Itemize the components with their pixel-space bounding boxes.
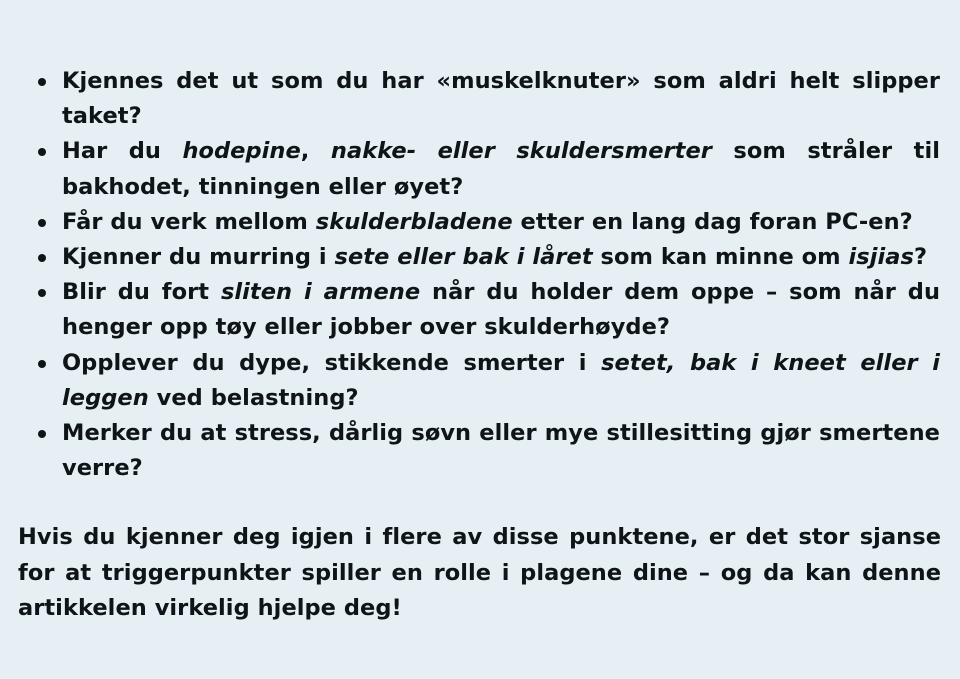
- bullet-item: [62, 275, 940, 345]
- bullet-text: når du holder dem oppe – som når du henger opp tøy eller jobber over skulderhøyde?: [62, 279, 941, 341]
- bullet-text: som stråler til bakhodet, tinningen eller øyet?: [62, 138, 940, 200]
- bullet-emphasis: nakke- eller skuldersmerter: [330, 138, 712, 165]
- bullet-item: [62, 205, 940, 240]
- bullet-dot-icon: [38, 289, 46, 297]
- bullet-text: Merker du at stress, dårlig søvn eller mye stillesitting gjør smertene verre?: [62, 420, 940, 482]
- bullet-text: som kan minne om: [592, 244, 849, 271]
- bullet-text: Blir du fort: [62, 279, 221, 306]
- bullet-item: [62, 240, 940, 275]
- closing-paragraph: Hvis du kjenner deg igjen i flere av disse punktene, er det stor sjanse for at triggerpunkter spiller en rolle i plagene dine – og da kan denne artikkelen virkelig hjelpe deg!: [18, 524, 941, 621]
- symptom-bullet-list: [0, 64, 960, 486]
- bullet-dot-icon: [38, 430, 46, 438]
- bullet-text: Har du: [62, 138, 183, 165]
- bullet-emphasis: hodepine: [182, 138, 301, 165]
- bullet-text: Opplever du dype, stikkende smerter i: [62, 349, 602, 376]
- bullet-text: Får du verk mellom: [62, 208, 316, 235]
- bullet-text: Kjenner du murring i: [62, 244, 335, 271]
- bullet-text: ?: [913, 244, 928, 271]
- bullet-text: ved belastning?: [148, 384, 359, 411]
- bullet-emphasis: sete eller bak i låret: [334, 244, 593, 271]
- bullet-dot-icon: [38, 148, 46, 156]
- bullet-text: Kjennes det ut som du har «muskelknuter» som aldri helt slipper taket?: [62, 68, 940, 130]
- bullet-text: ,: [300, 138, 331, 165]
- bullet-emphasis: skulderbladene: [315, 208, 513, 235]
- bullet-item: [62, 416, 940, 486]
- bullet-item: [62, 134, 940, 204]
- bullet-dot-icon: [38, 219, 46, 227]
- bullet-emphasis: setet, bak i kneet eller i leggen: [62, 349, 941, 411]
- bullet-emphasis: isjias: [848, 244, 914, 271]
- bullet-text: etter en lang dag foran PC-en?: [512, 208, 913, 235]
- bullet-dot-icon: [38, 360, 46, 368]
- bullet-dot-icon: [38, 254, 46, 262]
- bullet-item: [62, 346, 940, 416]
- bullet-item: [62, 64, 940, 134]
- bullet-emphasis: sliten i armene: [220, 279, 421, 306]
- bullet-dot-icon: [38, 78, 46, 86]
